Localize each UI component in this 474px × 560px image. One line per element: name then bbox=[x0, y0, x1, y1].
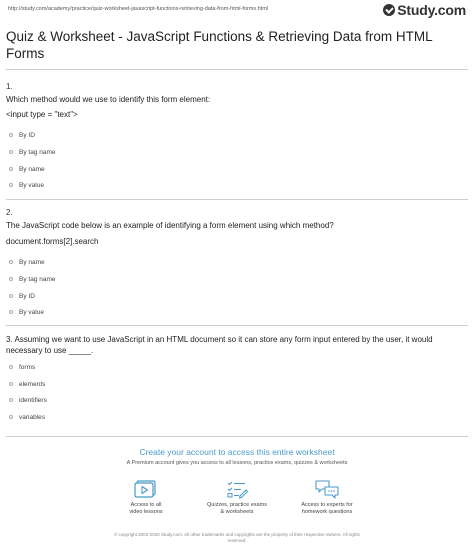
answer-option[interactable] bbox=[9, 395, 47, 405]
option-label: By tag name bbox=[19, 148, 56, 156]
option-label: identifiers bbox=[19, 396, 47, 404]
question-2-text: The JavaScript code below is an example of identifying a form element using which method? bbox=[6, 221, 334, 230]
feature-label: Access to experts for homework questions bbox=[301, 502, 353, 515]
answer-option[interactable] bbox=[9, 257, 45, 267]
radio-button[interactable] bbox=[9, 133, 13, 137]
question-1-number: 1. bbox=[6, 82, 13, 91]
radio-button[interactable] bbox=[9, 365, 13, 369]
option-label: By ID bbox=[19, 131, 35, 139]
option-label: By name bbox=[19, 258, 45, 266]
option-label: forms bbox=[19, 363, 36, 371]
feature-label: Access to all video lessons bbox=[129, 502, 163, 515]
answer-option[interactable] bbox=[9, 362, 35, 372]
question-2-number: 2. bbox=[6, 208, 13, 217]
radio-button[interactable] bbox=[9, 294, 13, 298]
radio-button[interactable] bbox=[9, 183, 13, 187]
radio-button[interactable] bbox=[9, 415, 13, 419]
radio-button[interactable] bbox=[9, 398, 13, 402]
copyright: © copyright 2003-2020 Study.com. All other trademarks and copyrights are the property of their respective owners. All rights reserved. bbox=[114, 532, 360, 543]
study-logo-text: Study.com bbox=[397, 2, 466, 18]
option-label: By name bbox=[19, 165, 45, 173]
video-play-icon bbox=[134, 479, 158, 499]
feature-experts bbox=[272, 479, 382, 516]
study-logo[interactable] bbox=[383, 2, 466, 18]
option-label: variables bbox=[19, 413, 46, 421]
feature-label: Quizzes, practice exams & worksheets bbox=[207, 502, 267, 515]
question-2-code: document.forms[2].search bbox=[6, 237, 99, 246]
radio-button[interactable] bbox=[9, 167, 13, 171]
answer-option[interactable] bbox=[9, 164, 45, 174]
option-label: elements bbox=[19, 380, 46, 388]
answer-option[interactable] bbox=[9, 147, 56, 157]
page-title: Quiz & Worksheet - JavaScript Functions & Retrieving Data from HTML Forms bbox=[6, 29, 433, 61]
option-label: By tag name bbox=[19, 275, 56, 283]
option-label: By value bbox=[19, 181, 44, 189]
answer-option[interactable] bbox=[9, 291, 35, 301]
radio-button[interactable] bbox=[9, 150, 13, 154]
radio-button[interactable] bbox=[9, 382, 13, 386]
divider bbox=[6, 69, 468, 70]
question-3-number: 3. bbox=[6, 335, 13, 344]
question-1-code: <input type = "text"> bbox=[6, 110, 78, 119]
divider bbox=[6, 199, 468, 200]
answer-option[interactable] bbox=[9, 274, 56, 284]
radio-button[interactable] bbox=[9, 260, 13, 264]
option-label: By ID bbox=[19, 292, 35, 300]
answer-option[interactable] bbox=[9, 412, 45, 422]
question-3-body: Assuming we want to use JavaScript in an HTML document so it can store any form input entered by the user, it would necessary to use _____. bbox=[6, 335, 433, 355]
radio-button[interactable] bbox=[9, 277, 13, 281]
promo-subtitle: A Premium account gives you access to all lessons, practice exams, quizzes & worksheets bbox=[126, 460, 348, 466]
radio-button[interactable] bbox=[9, 310, 13, 314]
answer-option[interactable] bbox=[9, 130, 35, 140]
answer-option[interactable] bbox=[9, 307, 44, 317]
study-logo-icon bbox=[383, 4, 395, 16]
promo-title[interactable]: Create your account to access this entire worksheet bbox=[139, 447, 335, 457]
checklist-icon bbox=[225, 479, 249, 499]
answer-option[interactable] bbox=[9, 180, 44, 190]
question-3-text bbox=[6, 334, 468, 356]
question-1-text: Which method would we use to identify this form element: bbox=[6, 95, 211, 104]
page-url: http://study.com/academy/practice/quiz-worksheet-javascript-functions-retrieving-data-from-html-forms.html bbox=[8, 6, 269, 12]
divider bbox=[6, 436, 468, 437]
option-label: By value bbox=[19, 308, 44, 316]
divider bbox=[6, 325, 468, 326]
answer-option[interactable] bbox=[9, 379, 45, 389]
chat-bubbles-icon bbox=[314, 479, 340, 499]
